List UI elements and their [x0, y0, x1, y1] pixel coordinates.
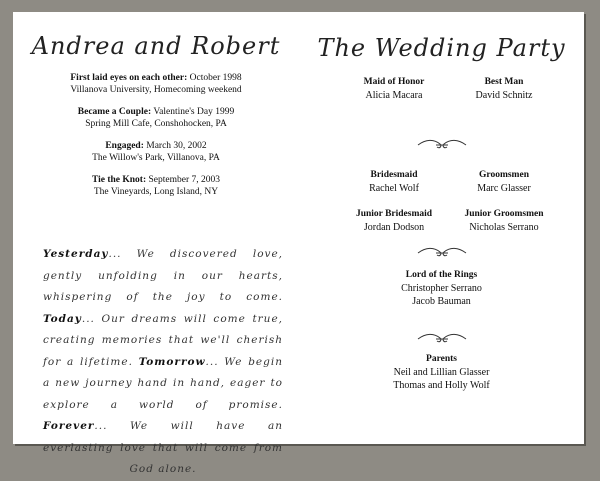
relationship-timeline	[13, 72, 299, 208]
poem-line: ... Our dreams will come true, creating memories that we'll cherish for a lifetime.	[43, 312, 283, 368]
event-label: Tie the Knot:	[91, 175, 147, 185]
flourish-ornament-icon	[416, 136, 468, 152]
event-label: First laid eyes on each other:	[70, 73, 188, 83]
role-label: Bridesmaid	[370, 170, 418, 180]
right-page	[299, 12, 584, 444]
event-date: Valentine's Day 1999	[153, 107, 235, 117]
role-label: Groomsmen	[479, 170, 529, 180]
program-sheet	[13, 12, 584, 475]
poem-text	[43, 244, 283, 481]
bridesmaid	[339, 169, 449, 195]
event-date: October 1998	[189, 73, 242, 83]
parent-names: Thomas and Holly Wolf	[393, 380, 490, 391]
event-label: Became a Couple:	[77, 107, 152, 117]
attendant-name: Christopher Serrano	[401, 283, 482, 294]
poem-keyword: Forever	[43, 420, 95, 432]
timeline-event	[13, 72, 299, 96]
timeline-event	[13, 174, 299, 198]
role-label: Parents	[426, 354, 457, 364]
wedding-party-title: The Wedding Party	[317, 34, 566, 62]
event-detail: The Willow's Park, Villanova, PA	[92, 153, 220, 163]
role-label: Junior Groomsmen	[464, 209, 544, 219]
parents-section	[299, 353, 584, 392]
role-label: Lord of the Rings	[405, 270, 478, 280]
role-label: Best Man	[484, 77, 524, 87]
couple-title: Andrea and Robert	[31, 32, 281, 60]
attendant-name: Alicia Macara	[365, 90, 423, 101]
junior-groomsmen	[449, 208, 559, 234]
poem-line: ... We begin a new journey hand in hand, eager to explore a world of promise.	[43, 355, 283, 411]
poem-keyword: Yesterday	[43, 248, 109, 260]
flourish-ornament-icon	[416, 330, 468, 346]
event-detail: The Vineyards, Long Island, NY	[93, 187, 219, 197]
flourish-ornament-icon	[416, 244, 468, 260]
groomsmen	[449, 169, 559, 195]
event-date: March 30, 2002	[146, 141, 207, 151]
honor-attendants	[299, 76, 584, 108]
junior-bridesmaid	[339, 208, 449, 234]
parent-names: Neil and Lillian Glasser	[393, 367, 490, 378]
best-man	[449, 76, 559, 102]
role-label: Maid of Honor	[363, 77, 425, 87]
event-date: September 7, 2003	[148, 175, 221, 185]
poem-keyword: Today	[43, 312, 82, 325]
attendant-name: Jordan Dodson	[363, 222, 425, 233]
attendant-name: David Schnitz	[475, 90, 533, 101]
timeline-event	[13, 106, 299, 130]
attendant-name: Marc Glasser	[477, 183, 531, 194]
attendant-name: Rachel Wolf	[369, 183, 419, 194]
event-label: Engaged:	[105, 141, 144, 151]
timeline-event	[13, 140, 299, 164]
event-detail: Spring Mill Cafe, Conshohocken, PA	[85, 119, 227, 129]
junior-attendants	[299, 208, 584, 240]
poem-line: ... We will have an everlasting love that will come from God alone.	[43, 420, 283, 475]
bridal-attendants	[299, 169, 584, 201]
event-detail: Villanova University, Homecoming weekend	[70, 85, 242, 95]
poem-keyword: Tomorrow	[138, 355, 206, 368]
poem-line: ... We discovered love, gently unfolding in our hearts, whispering of the joy to come.	[43, 248, 283, 303]
attendant-name: Nicholas Serrano	[469, 222, 539, 233]
role-label: Junior Bridesmaid	[355, 209, 433, 219]
maid-of-honor	[339, 76, 449, 102]
left-page	[13, 12, 299, 475]
attendant-name: Jacob Bauman	[412, 296, 471, 307]
lord-of-rings-section	[299, 269, 584, 308]
